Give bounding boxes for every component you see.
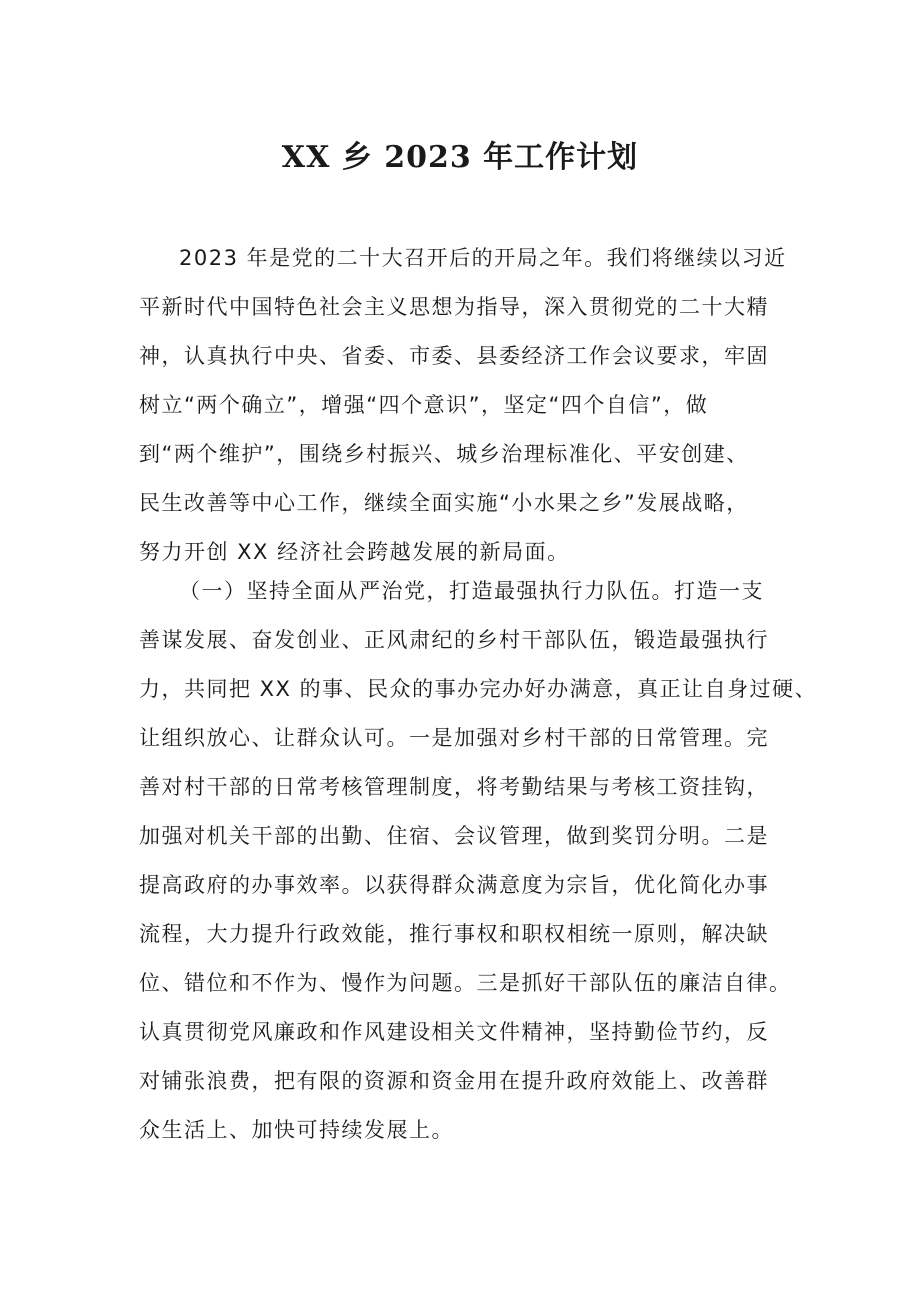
paragraph-line: 让组织放心、让群众认可。一是加强对乡村干部的日常管理。完 — [139, 726, 769, 750]
paragraph-line: 平新时代中国特色社会主义思想为指导，深入贯彻党的二十大精 — [139, 295, 769, 319]
paragraph-line: 2023 年是党的二十大召开后的开局之年。我们将继续以习近 — [179, 246, 787, 270]
paragraph-line: 流程，大力提升行政效能，推行事权和职权相统一原则，解决缺 — [139, 922, 769, 946]
paragraph-line: 位、错位和不作为、慢作为问题。三是抓好干部队伍的廉洁自律。 — [139, 971, 792, 995]
paragraph-line: （一）坚持全面从严治党，打造最强执行力队伍。打造一支 — [179, 579, 764, 603]
paragraph-line: 树立“两个确立”，增强“四个意识”，坚定“四个自信”，做 — [139, 393, 709, 417]
document-title: XX 乡 2023 年工作计划 — [281, 140, 639, 175]
paragraph-line: 神，认真执行中央、省委、市委、县委经济工作会议要求，牢固 — [139, 344, 769, 368]
paragraph-intro — [139, 234, 799, 577]
paragraph-line: 加强对机关干部的出勤、住宿、会议管理，做到奖罚分明。二是 — [139, 824, 769, 848]
paragraph-line: 认真贯彻党风廉政和作风建设相关文件精神，坚持勤俭节约，反 — [139, 1020, 769, 1044]
paragraph-line: 民生改善等中心工作，继续全面实施“小水果之乡”发展战略， — [139, 491, 749, 515]
paragraph-line: 善对村干部的日常考核管理制度，将考勤结果与考核工资挂钩， — [139, 775, 769, 799]
paragraph-line: 努力开创 XX 经济社会跨越发展的新局面。 — [139, 540, 570, 564]
paragraph-line: 到“两个维护”，围绕乡村振兴、城乡治理标准化、平安创建、 — [139, 442, 749, 466]
paragraph-line — [139, 1155, 799, 1204]
paragraph-line: 善谋发展、奋发创业、正风肃纪的乡村干部队伍，锻造最强执行 — [139, 628, 769, 652]
paragraph-line: 对铺张浪费，把有限的资源和资金用在提升政府效能上、改善群 — [139, 1069, 769, 1093]
paragraph-section-1 — [139, 567, 818, 1204]
paragraph-line: 众生活上、加快可持续发展上。 — [139, 1118, 454, 1142]
paragraph-line: 力，共同把 XX 的事、民众的事办完办好办满意，真正让自身过硬、 — [139, 677, 818, 701]
paragraph-line: 提高政府的办事效率。以获得群众满意度为宗旨，优化简化办事 — [139, 873, 769, 897]
